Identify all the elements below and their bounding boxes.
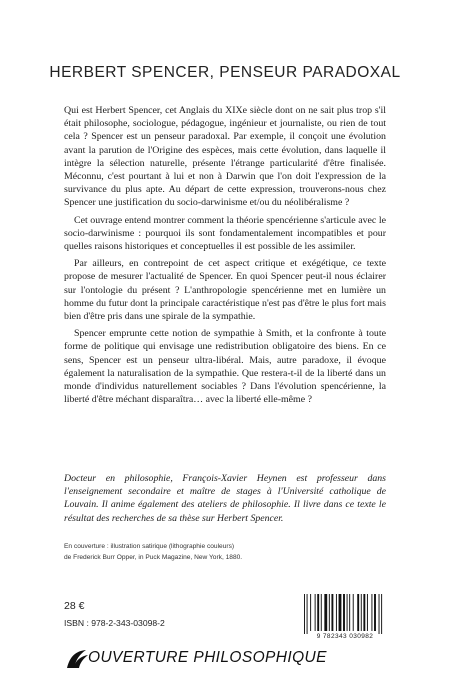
cover-credit-line-1: En couverture : illustration satirique (lithographie couleurs) <box>64 543 235 550</box>
cover-credit-line-2: de Frederick Burr Opper, in Puck Magazine, New York, 1880. <box>64 553 243 561</box>
summary-paragraph-4: Spencer emprunte cette notion de sympathie à Smith, et la confronte à toute forme de politique qui envisage une redistribution obligatoire des biens. En ce sens, Spencer est un penseur ultra-libéral. Mais, autre paradoxe, il évoque également la naturalisation de la sympathie. Que restera-t-il de la liberté dans un monde d'individus naturellement sociables ? Dans l'évolution spencérienne, la liberté d'être méchant disparaîtra… avec la liberté elle-même ? <box>64 328 386 406</box>
cover-credit <box>64 542 364 563</box>
author-bio-text: Docteur en philosophie, François-Xavier Heynen est professeur dans l'enseignement secondaire et maître de stages à l'Université catholique de Louvain. Il anime également des ateliers de philosophie. Il livre dans ce texte le résultat des recherches de sa thèse sur Herbert Spencer. <box>64 473 386 524</box>
summary-paragraph-2: Cet ouvrage entend montrer comment la théorie spencérienne s'articule avec le socio-darwinisme : pourquoi ils sont fondamentalement incompatibles et pour quelles raisons historiques et conceptuelles il est possible de les assimiler. <box>64 214 386 253</box>
back-cover-summary <box>64 104 386 410</box>
book-title: HERBERT SPENCER, PENSEUR PARADOXAL <box>49 64 401 81</box>
barcode <box>300 592 390 634</box>
isbn: ISBN : 978-2-343-03098-2 <box>64 618 165 628</box>
summary-paragraph-3: Par ailleurs, en contrepoint de cet aspect critique et exégétique, ce texte propose de mesurer l'actualité de Spencer. En quoi Spencer peut-il nous éclairer sur l'ontologie du présent ? L'anthropologie spencérienne met en lumière un homme du futur dont la principale caractéristique n'est pas d'être le plus fort mais bien d'être pris dans une spirale de la sympathie. <box>64 258 386 323</box>
harmattan-logo-icon <box>64 648 90 670</box>
author-bio <box>64 472 386 525</box>
price: 28 € <box>64 600 85 612</box>
barcode-bars <box>300 592 390 634</box>
summary-paragraph-1: Qui est Herbert Spencer, cet Anglais du XIXe siècle dont on ne sait plus trop s'il était philosophe, sociologue, pédagogue, ingénieur et journaliste, ou rien de tout cela ? Spencer est un penseur paradoxal. Par exemple, il conçoit une évolution avant la parution de l'Origine des espèces, mais cette évolution, dans laquelle il intègre la sélection naturelle, présente l'étrange particularité d'être finalisée. Méconnu, c'est pourtant à lui et non à Darwin que l'on doit l'expression de la survivance du plus apte. Au départ de cette expression, trouverons-nous chez Spencer une justification du socio-darwinisme et/ou du néolibéralisme ? <box>64 105 386 209</box>
series-name: OUVERTURE PHILOSOPHIQUE <box>88 649 327 666</box>
barcode-digits: 9 782343 030982 <box>316 633 374 640</box>
series-footer <box>0 648 450 670</box>
